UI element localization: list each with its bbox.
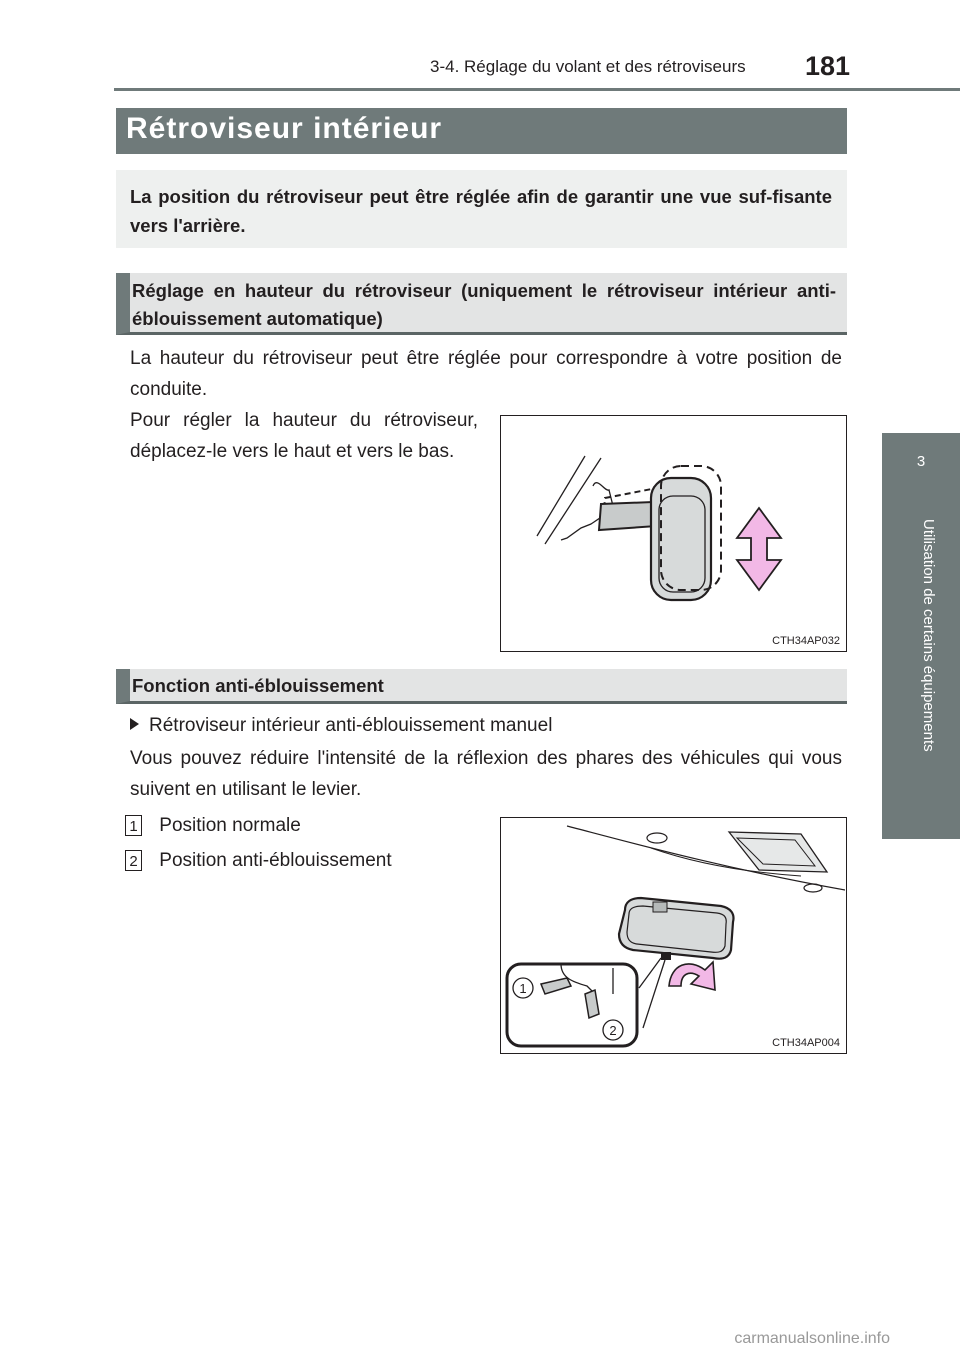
mirror-height-illustration: [501, 416, 845, 650]
height-instruction: Pour régler la hauteur du rétroviseur, déplacez-le vers le haut et vers le bas.: [130, 410, 478, 462]
antiglare-paragraph: Vous pouvez réduire l'intensité de la réflexion des phares des véhicules qui vous suivent en utilisant le levier.: [130, 748, 842, 800]
intro-text: La position du rétroviseur peut être réglée afin de garantir une vue suf-fisante vers l'arrière.: [130, 186, 832, 236]
bullet-item: [130, 710, 842, 741]
triangle-bullet-icon: [130, 718, 139, 730]
section-heading-antiglare-text: Fonction anti-éblouissement: [132, 675, 384, 696]
item-label: Position normale: [159, 815, 301, 836]
antiglare-lever-illustration: [501, 818, 845, 1052]
section-heading-antiglare: [116, 669, 847, 704]
item-number: 1: [125, 815, 142, 836]
chapter-tab-strip: [882, 499, 960, 839]
list-item: [125, 810, 485, 841]
height-paragraph: La hauteur du rétroviseur peut être réglée pour correspondre à votre position de conduite.: [130, 348, 842, 400]
chapter-tab: [882, 433, 960, 499]
header-rule: [114, 88, 960, 91]
intro-box: [116, 170, 847, 248]
callout-1: 1: [519, 981, 527, 996]
figure-code: CTH34AP004: [772, 1037, 840, 1049]
figure-mirror-height: [500, 415, 847, 652]
up-down-arrow-icon: [737, 508, 781, 590]
figure-code: CTH34AP032: [772, 635, 840, 647]
page-title: Rétroviseur intérieur: [126, 112, 443, 145]
watermark: carmanualsonline.info: [734, 1330, 890, 1347]
list-item: [125, 845, 485, 876]
figure-antiglare-lever: [500, 817, 847, 1054]
bullet-text: Rétroviseur intérieur anti-éblouissement manuel: [149, 715, 553, 736]
running-header: 3-4. Réglage du volant et des rétroviseurs: [430, 57, 746, 76]
item-label: Position anti-éblouissement: [159, 850, 392, 871]
chapter-title: Utilisation de certains équipements: [920, 519, 937, 752]
section-heading-height-text: Réglage en hauteur du rétroviseur (uniquement le rétroviseur intérieur anti-éblouissement automatique): [132, 280, 836, 329]
callout-2: 2: [609, 1023, 617, 1038]
page-title-bar: [116, 108, 847, 154]
chapter-number: 3: [916, 453, 926, 470]
curved-arrow-icon: [669, 962, 715, 990]
item-number: 2: [125, 850, 142, 871]
section-heading-height: [116, 273, 847, 335]
page-number: 181: [805, 51, 851, 81]
